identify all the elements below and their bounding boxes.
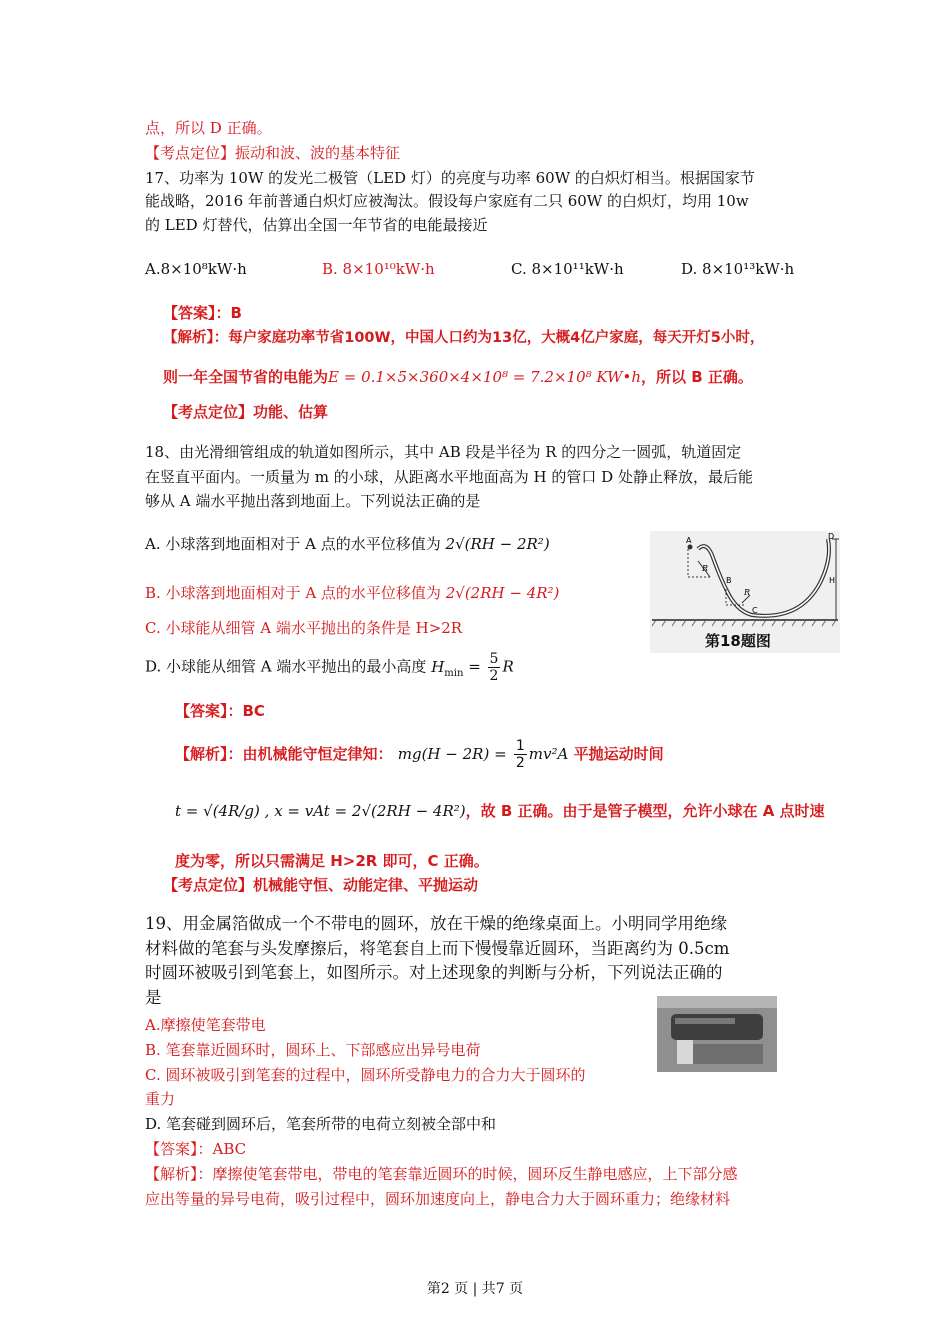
- q18-stem-line1: 18、由光滑细管组成的轨道如图所示，其中 AB 段是半径为 R 的四分之一圆弧，轨道固定: [145, 443, 742, 461]
- q18-stem-line3: 够从 A 端水平抛出落到地面上。下列说法正确的是: [145, 492, 481, 510]
- q18-analysis-line2: [175, 800, 825, 822]
- q19-option-b: B. 笔套靠近圆环时，圆环上、下部感应出异号电荷: [145, 1041, 481, 1059]
- pen-cap-ring-photo: [657, 996, 777, 1072]
- q19-stem-line2: 材料做的笔套与头发摩擦后，将笔套自上而下慢慢靠近圆环，当距离约为 0.5cm: [145, 939, 730, 958]
- q17-option-c: C. 8×10¹¹kW·h: [511, 260, 624, 278]
- q19-option-c-line1: C. 圆环被吸引到笔套的过程中，圆环所受静电力的合力大于圆环的: [145, 1066, 586, 1084]
- q18-option-d-text: D. 小球能从细管 A 端水平抛出的最小高度: [145, 657, 427, 676]
- q18-stem-line2: 在竖直平面内。一质量为 m 的小球，从距离水平地面高为 H 的管口 D 处静止释放，最后能: [145, 468, 753, 486]
- q17-analysis-line2: [163, 366, 753, 388]
- q18-hmin-symbol: $H_{min}$: [431, 657, 464, 679]
- q17-option-a: A.8×10⁸kW·h: [145, 260, 247, 278]
- q17-option-b: B. 8×10¹⁰kW·h: [322, 260, 435, 278]
- q18-option-b: [145, 582, 559, 604]
- q18-analysis-post1: 平抛运动时间: [573, 745, 664, 763]
- label-h: H: [829, 576, 836, 585]
- label-r1: R: [702, 564, 709, 573]
- page-footer: 第2 页 | 共7 页: [426, 1281, 524, 1297]
- q18-figure-caption: 第18题图: [705, 632, 771, 650]
- q18-analysis-post2: ，故 B 正确。由于是管子模型，允许小球在 A 点时速: [465, 802, 825, 820]
- q18-option-c: C. 小球能从细管 A 端水平抛出的条件是 H>2R: [145, 619, 463, 637]
- q17-option-d: D. 8×10¹³kW·h: [681, 260, 795, 278]
- q19-photo: [657, 996, 777, 1072]
- q19-stem-line3: 时圆环被吸引到笔套上，如图所示。对上述现象的判断与分析，下列说法正确的: [145, 963, 723, 982]
- q18-option-d: D. 小球能从细管 A 端水平抛出的最小高度 $H_{min}$ = $\frac{5}{2}$ R: [145, 651, 514, 684]
- q19-option-a: A.摩擦使笔套带电: [145, 1016, 266, 1034]
- q17-stem-line3: 的 LED 灯替代，估算出全国一年节省的电能最接近: [145, 216, 488, 234]
- q18-option-a-text: A. 小球落到地面相对于 A 点的水平位移值为: [145, 535, 441, 553]
- q19-stem-line4: 是: [145, 988, 162, 1007]
- q19-answer: 【答案】：ABC: [145, 1140, 247, 1158]
- label-r2: R: [744, 588, 751, 597]
- q18-time-formula: t = √(4R/g) , x = vAt = 2√(2RH − 4R²): [175, 802, 466, 820]
- q17-analysis-pre: 则一年全国节省的电能为: [163, 368, 329, 386]
- q18-answer: 【答案】：BC: [175, 702, 265, 720]
- q19-analysis-line1: 【解析】：摩擦使笔套带电，带电的笔套靠近圆环的时候，圆环反生静电感应，上下部分感: [145, 1165, 738, 1183]
- q19-analysis-line2: 应出等量的异号电荷，吸引过程中，圆环加速度向上，静电合力大于圆环重力；绝缘材料: [145, 1190, 731, 1208]
- q17-kaodian: 【考点定位】功能、估算: [163, 403, 329, 421]
- q17-energy-formula: E = 0.1×5×360×4×10⁸ = 7.2×10⁸ KW•h: [328, 368, 642, 386]
- q18-energy-rhs: mv²A: [528, 745, 569, 763]
- q17-analysis-line1: 【解析】：每户家庭功率节省100W，中国人口约为13亿，大概4亿户家庭，每天开灯5小时，: [163, 330, 765, 346]
- label-a: A: [686, 536, 692, 545]
- q18-analysis-pre: 【解析】：由机械能守恒定律知：: [175, 745, 393, 763]
- q19-option-c-line2: 重力: [145, 1090, 176, 1108]
- q19-stem-line1: 19、用金属箔做成一个不带电的圆环，放在干燥的绝缘桌面上。小明同学用绝缘: [145, 914, 727, 933]
- q17-answer: 【答案】：B: [163, 304, 242, 322]
- label-b: B: [726, 576, 732, 585]
- q18-kaodian: 【考点定位】机械能守恒、动能定律、平抛运动: [163, 876, 479, 894]
- q18-option-b-text: B. 小球落到地面相对于 A 点的水平位移值为: [145, 584, 441, 602]
- q18-analysis-line3: 度为零，所以只需满足 H>2R 即可，C 正确。: [175, 852, 489, 870]
- q18-energy-fraction: $\frac{1}{2}$: [515, 738, 525, 771]
- q18-option-d-fraction: $\frac{5}{2}$: [489, 651, 499, 684]
- q18-option-a: [145, 533, 550, 555]
- q18-option-d-r: R: [502, 657, 514, 676]
- q18-energy-lhs: mg(H − 2R) =: [397, 745, 507, 763]
- q16-tail-line: 点，所以 D 正确。: [145, 119, 272, 137]
- q18-option-a-formula: 2√(RH − 2R²): [445, 535, 550, 553]
- q17-analysis-post: ，所以 B 正确。: [641, 368, 753, 386]
- q18-analysis-line1: [175, 738, 664, 771]
- label-c: C: [752, 606, 758, 615]
- q17-stem-line1: 17、功率为 10W 的发光二极管（LED 灯）的亮度与功率 60W 的白炽灯相当。根据国家节: [145, 169, 755, 187]
- q16-kaodian: 【考点定位】振动和波、波的基本特征: [145, 144, 401, 162]
- label-d: D: [828, 532, 835, 541]
- q17-stem-line2: 能战略，2016 年前普通白炽灯应被淘汰。假设每户家庭有二只 60W 的白炽灯，均用 10w: [145, 192, 749, 210]
- q18-option-b-formula: 2√(2RH − 4R²): [445, 584, 560, 602]
- q19-option-d: D. 笔套碰到圆环后，笔套所带的电荷立刻被全部中和: [145, 1115, 497, 1133]
